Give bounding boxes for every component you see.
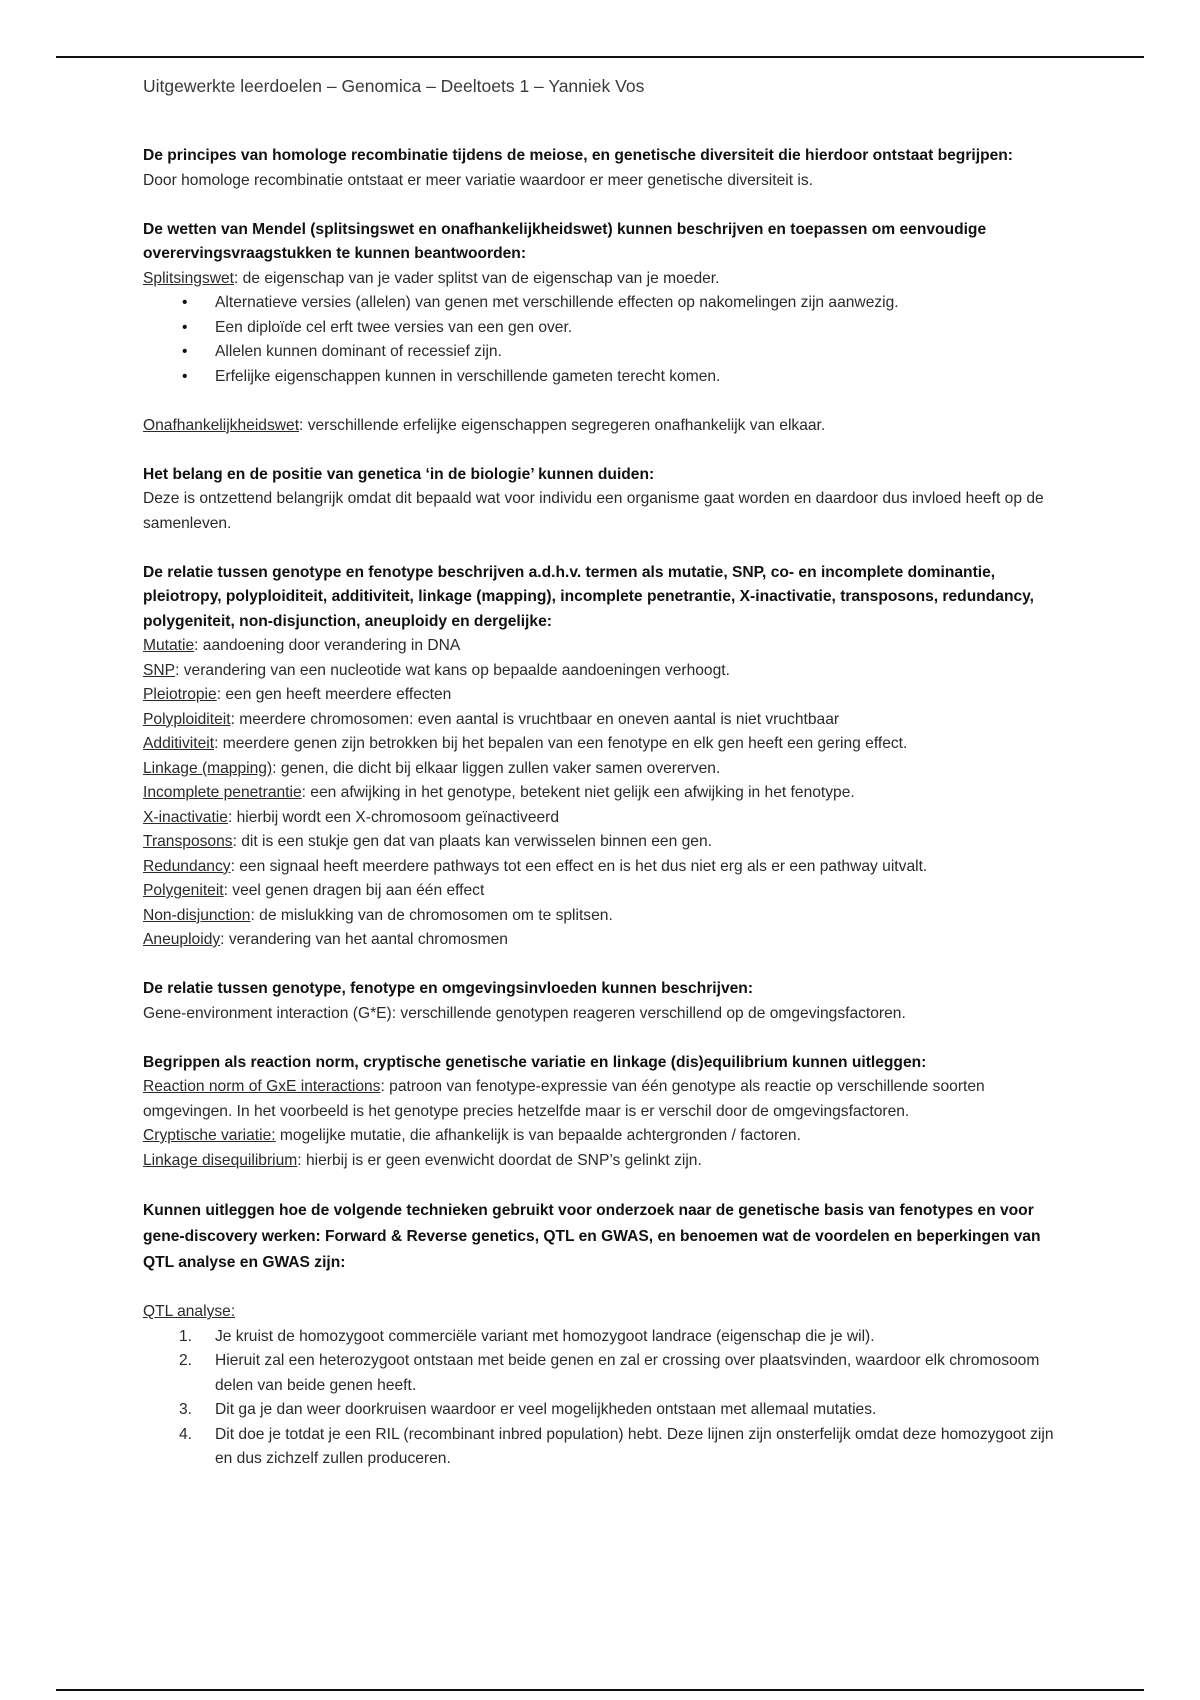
- splitsingswet-bullets: [143, 291, 1058, 389]
- step-number: 2.: [179, 1352, 193, 1369]
- term-line: [143, 928, 1058, 953]
- term-definition: : een afwijking in het genotype, betekent niet gelijk een afwijking in het fenotype.: [301, 784, 855, 801]
- term-line: [143, 781, 1058, 806]
- step-text: Dit doe je totdat je een RIL (recombinant inbred population) hebt. Deze lijnen zijn onsterfelijk omdat deze homozygoot zijn en dus zichzelf zullen produceren.: [215, 1425, 1054, 1467]
- term-line: [143, 855, 1058, 880]
- term-line: [143, 830, 1058, 855]
- section-text: Deze is ontzettend belangrijk omdat dit bepaald wat voor individu een organisme gaat worden en daardoor dus invloed heeft op de samenleven.: [143, 490, 1044, 532]
- term-definition: : verandering van het aantal chromosmen: [220, 931, 508, 948]
- term-line: [143, 806, 1058, 831]
- list-item: • Allelen kunnen dominant of recessief zijn.: [143, 340, 1058, 365]
- term-definition: : patroon van fenotype-expressie van één genotype als reactie op verschillende soorten omgevingen. In het voorbeeld is het genotype precies hetzelfde maar is er verschil door de omgevingsfactoren.: [143, 1078, 985, 1120]
- term-label: Cryptische variatie:: [143, 1127, 276, 1144]
- term-line: [143, 659, 1058, 684]
- term-definition: : genen, die dicht bij elkaar liggen zullen vaker samen overerven.: [272, 759, 721, 777]
- term-line: [143, 1075, 1058, 1124]
- term-definition: : dit is een stukje gen dat van plaats kan verwisselen binnen een gen.: [232, 833, 712, 850]
- term-line: [143, 708, 1058, 733]
- term-label: Additiviteit: [143, 735, 215, 752]
- term-definition: : verandering van een nucleotide wat kans op bepaalde aandoeningen verhoogt.: [175, 661, 730, 679]
- list-item: [143, 1423, 1058, 1472]
- section-text: Door homologe recombinatie ontstaat er meer variatie waardoor er meer genetische diversiteit is.: [143, 171, 813, 189]
- term-definition: mogelijke mutatie, die afhankelijk is van bepaalde achtergronden / factoren.: [275, 1127, 801, 1144]
- term-definition: : meerdere chromosomen: even aantal is vruchtbaar en oneven aantal is niet vruchtbaar: [230, 710, 840, 728]
- term-line: [143, 732, 1058, 757]
- term-line: [143, 757, 1058, 782]
- splitsingswet-line: [143, 267, 1058, 292]
- term-label: Non-disjunction: [143, 906, 251, 924]
- step-text: Dit ga je dan weer doorkruisen waardoor er veel mogelijkheden ontstaan met allemaal mutaties.: [215, 1401, 877, 1418]
- qtl-subheading: QTL analyse:: [143, 1303, 236, 1320]
- term-definition: : hierbij is er geen evenwicht doordat de SNP’s gelinkt zijn.: [297, 1151, 702, 1169]
- term-label: Splitsingswet: [143, 269, 235, 287]
- term-label: Redundancy: [143, 857, 231, 875]
- term-line: [143, 683, 1058, 708]
- section-heading: De principes van homologe recombinatie tijdens de meiose, en genetische diversiteit die hierdoor ontstaat begrijpen:: [143, 147, 1013, 164]
- list-item: [143, 1349, 1058, 1398]
- spacer: [143, 389, 1058, 414]
- term-label: SNP: [143, 661, 176, 679]
- term-label: Linkage disequilibrium: [143, 1151, 298, 1169]
- term-label: Mutatie: [143, 637, 195, 654]
- section-heading: Kunnen uitleggen hoe de volgende technieken gebruikt voor onderzoek naar de genetische basis van fenotypes en voor gene-discovery werken: Forward & Reverse genetics, QTL en GWAS, en benoemen wat de voordelen en beperkingen van QTL analyse en GWAS zijn:: [143, 1201, 1041, 1271]
- term-label: Onafhankelijkheidswet: [143, 416, 300, 434]
- section-genotype-fenotype: [143, 561, 1058, 953]
- bottom-rule: [56, 1689, 1144, 1691]
- section-heading: De relatie tussen genotype en fenotype beschrijven a.d.h.v. termen als mutatie, SNP, co- en incomplete dominantie, pleiotropy, polyploiditeit, additiviteit, linkage (mapping), incomplete penetrantie, X-inactivatie, transposons, redundancy, polygeniteit, non-disjunction, aneuploidy en dergelijke:: [143, 563, 1034, 630]
- section-heading: Het belang en de positie van genetica ‘in de biologie’ kunnen duiden:: [143, 465, 655, 483]
- term-definition: : hierbij wordt een X-chromosoom geïnactiveerd: [227, 808, 560, 826]
- term-label: Transposons: [143, 833, 233, 850]
- term-label: Incomplete penetrantie: [143, 784, 302, 801]
- term-label: Reaction norm of GxE interactions: [143, 1078, 381, 1095]
- page-header: Uitgewerkte leerdoelen – Genomica – Deeltoets 1 – Yanniek Vos: [143, 76, 645, 96]
- list-item: • Een diploïde cel erft twee versies van een gen over.: [143, 316, 1058, 341]
- section-omgevingsinvloeden: [143, 977, 1058, 1026]
- term-label: Pleiotropie: [143, 686, 217, 703]
- term-label: Aneuploidy: [143, 931, 221, 948]
- list-item: • Alternatieve versies (allelen) van genen met verschillende effecten op nakomelingen zijn aanwezig.: [143, 291, 1058, 316]
- qtl-steps: [143, 1325, 1058, 1472]
- section-heading: De relatie tussen genotype, fenotype en omgevingsinvloeden kunnen beschrijven:: [143, 980, 754, 997]
- term-line: [143, 1124, 1058, 1149]
- term-definition: : de mislukking van de chromosomen om te splitsen.: [250, 906, 613, 924]
- term-definition: : aandoening door verandering in DNA: [194, 637, 461, 654]
- term-definition: : meerdere genen zijn betrokken bij het bepalen van een fenotype en elk gen heeft een gering effect.: [214, 735, 908, 752]
- spacer: [143, 1276, 1058, 1301]
- term-label: Linkage (mapping): [143, 759, 273, 777]
- step-number: 3.: [179, 1401, 193, 1418]
- list-item: • Erfelijke eigenschappen kunnen in verschillende gameten terecht komen.: [143, 365, 1058, 390]
- term-definition: : veel genen dragen bij aan één effect: [223, 882, 485, 899]
- section-recombinatie: [143, 144, 1058, 193]
- step-text: Hieruit zal een heterozygoot ontstaan met beide genen en zal er crossing over plaatsvinden, waardoor elk chromosoom delen van beide genen heeft.: [215, 1352, 1040, 1394]
- onafhankelijkheidswet-line: [143, 414, 1058, 439]
- top-rule: [56, 56, 1144, 58]
- term-label: Polygeniteit: [143, 882, 224, 899]
- document-body: [143, 144, 1058, 1496]
- section-heading: De wetten van Mendel (splitsingswet en onafhankelijkheidswet) kunnen beschrijven en toepassen om eenvoudige overervingsvraagstukken te kunnen beantwoorden:: [143, 220, 987, 262]
- section-technieken: [143, 1198, 1058, 1472]
- term-line: [143, 904, 1058, 929]
- term-line: [143, 879, 1058, 904]
- term-definition: : verschillende erfelijke eigenschappen segregeren onafhankelijk van elkaar.: [299, 416, 826, 434]
- term-line: [143, 634, 1058, 659]
- step-number: 4.: [179, 1425, 193, 1443]
- term-definition: : een signaal heeft meerdere pathways tot een effect en is het dus niet erg als er een pathway uitvalt.: [230, 857, 928, 875]
- term-line: [143, 1149, 1058, 1174]
- section-mendel: [143, 218, 1058, 439]
- section-text: Gene-environment interaction (G*E): verschillende genotypen reageren verschillend op de omgevingsfactoren.: [143, 1004, 906, 1022]
- term-label: Polyploiditeit: [143, 710, 231, 728]
- section-heading: Begrippen als reaction norm, cryptische genetische variatie en linkage (dis)equilibrium kunnen uitleggen:: [143, 1053, 927, 1071]
- term-label: X-inactivatie: [143, 808, 228, 826]
- term-definition: : de eigenschap van je vader splitst van de eigenschap van je moeder.: [234, 269, 720, 287]
- list-item: [143, 1325, 1058, 1350]
- step-number: 1.: [179, 1327, 193, 1345]
- list-item: [143, 1398, 1058, 1423]
- step-text: Je kruist de homozygoot commerciële variant met homozygoot landrace (eigenschap die je wil).: [215, 1327, 875, 1345]
- term-definition: : een gen heeft meerdere effecten: [216, 686, 452, 703]
- section-reaction-norm: [143, 1051, 1058, 1174]
- section-belang-genetica: [143, 463, 1058, 537]
